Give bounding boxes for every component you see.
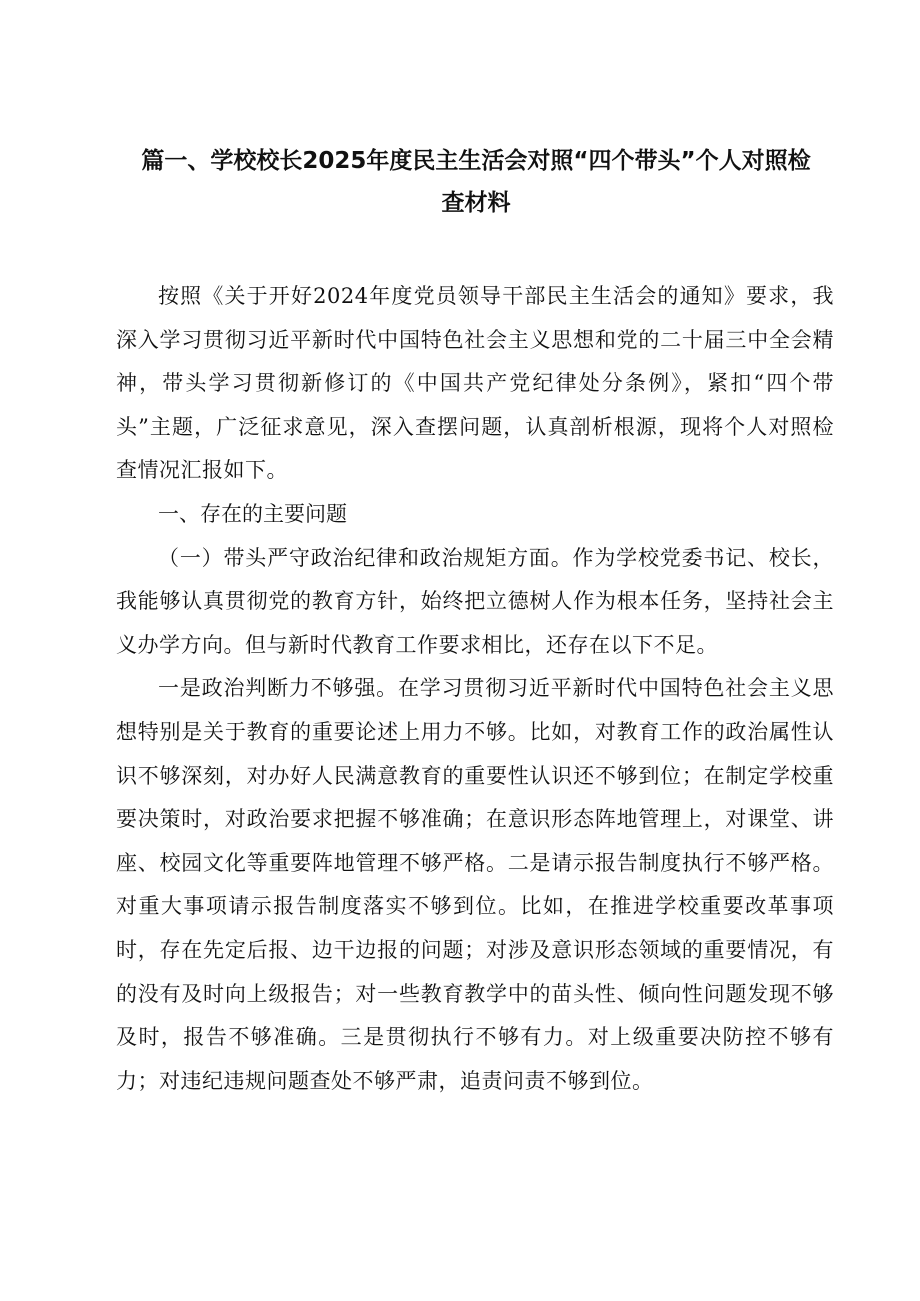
- document-body: [116, 275, 834, 1103]
- title-line-2: 查材料: [441, 190, 511, 216]
- intro-paragraph: 按照《关于开好2024年度党员领导干部民主生活会的通知》要求，我深入学习贯彻习近平新时代中国特色社会主义思想和党的二十届三中全会精神，带头学习贯彻新修订的《中国共产党纪律处分条例》，紧扣“四个带头”主题，广泛征求意见，深入查摆问题，认真剖析根源，现将个人对照检查情况汇报如下。: [116, 284, 834, 483]
- title-line-1: 篇一、学校校长2025年度民主生活会对照“四个带头”个人对照检: [141, 148, 811, 174]
- subsection-paragraph: （一）带头严守政治纪律和政治规矩方面。作为学校党委书记、校长，我能够认真贯彻党的教育方针，始终把立德树人作为根本任务，坚持社会主义办学方向。但与新时代教育工作要求相比，还存在以下不足。: [116, 545, 834, 657]
- detail-paragraph: 一是政治判断力不够强。在学习贯彻习近平新时代中国特色社会主义思想特别是关于教育的重要论述上用力不够。比如，对教育工作的政治属性认识不够深刻，对办好人民满意教育的重要性认识还不够到位；在制定学校重要决策时，对政治要求把握不够准确；在意识形态阵地管理上，对课堂、讲座、校园文化等重要阵地管理不够严格。二是请示报告制度执行不够严格。对重大事项请示报告制度落实不够到位。比如，在推进学校重要改革事项时，存在先定后报、边干边报的问题；对涉及意识形态领域的重要情况，有的没有及时向上级报告；对一些教育教学中的苗头性、倾向性问题发现不够及时，报告不够准确。三是贯彻执行不够有力。对上级重要决防控不够有力；对违纪违规问题查处不够严肃，追责问责不够到位。: [116, 676, 834, 1093]
- document-title: [116, 140, 836, 224]
- section-heading: 一、存在的主要问题: [158, 501, 347, 526]
